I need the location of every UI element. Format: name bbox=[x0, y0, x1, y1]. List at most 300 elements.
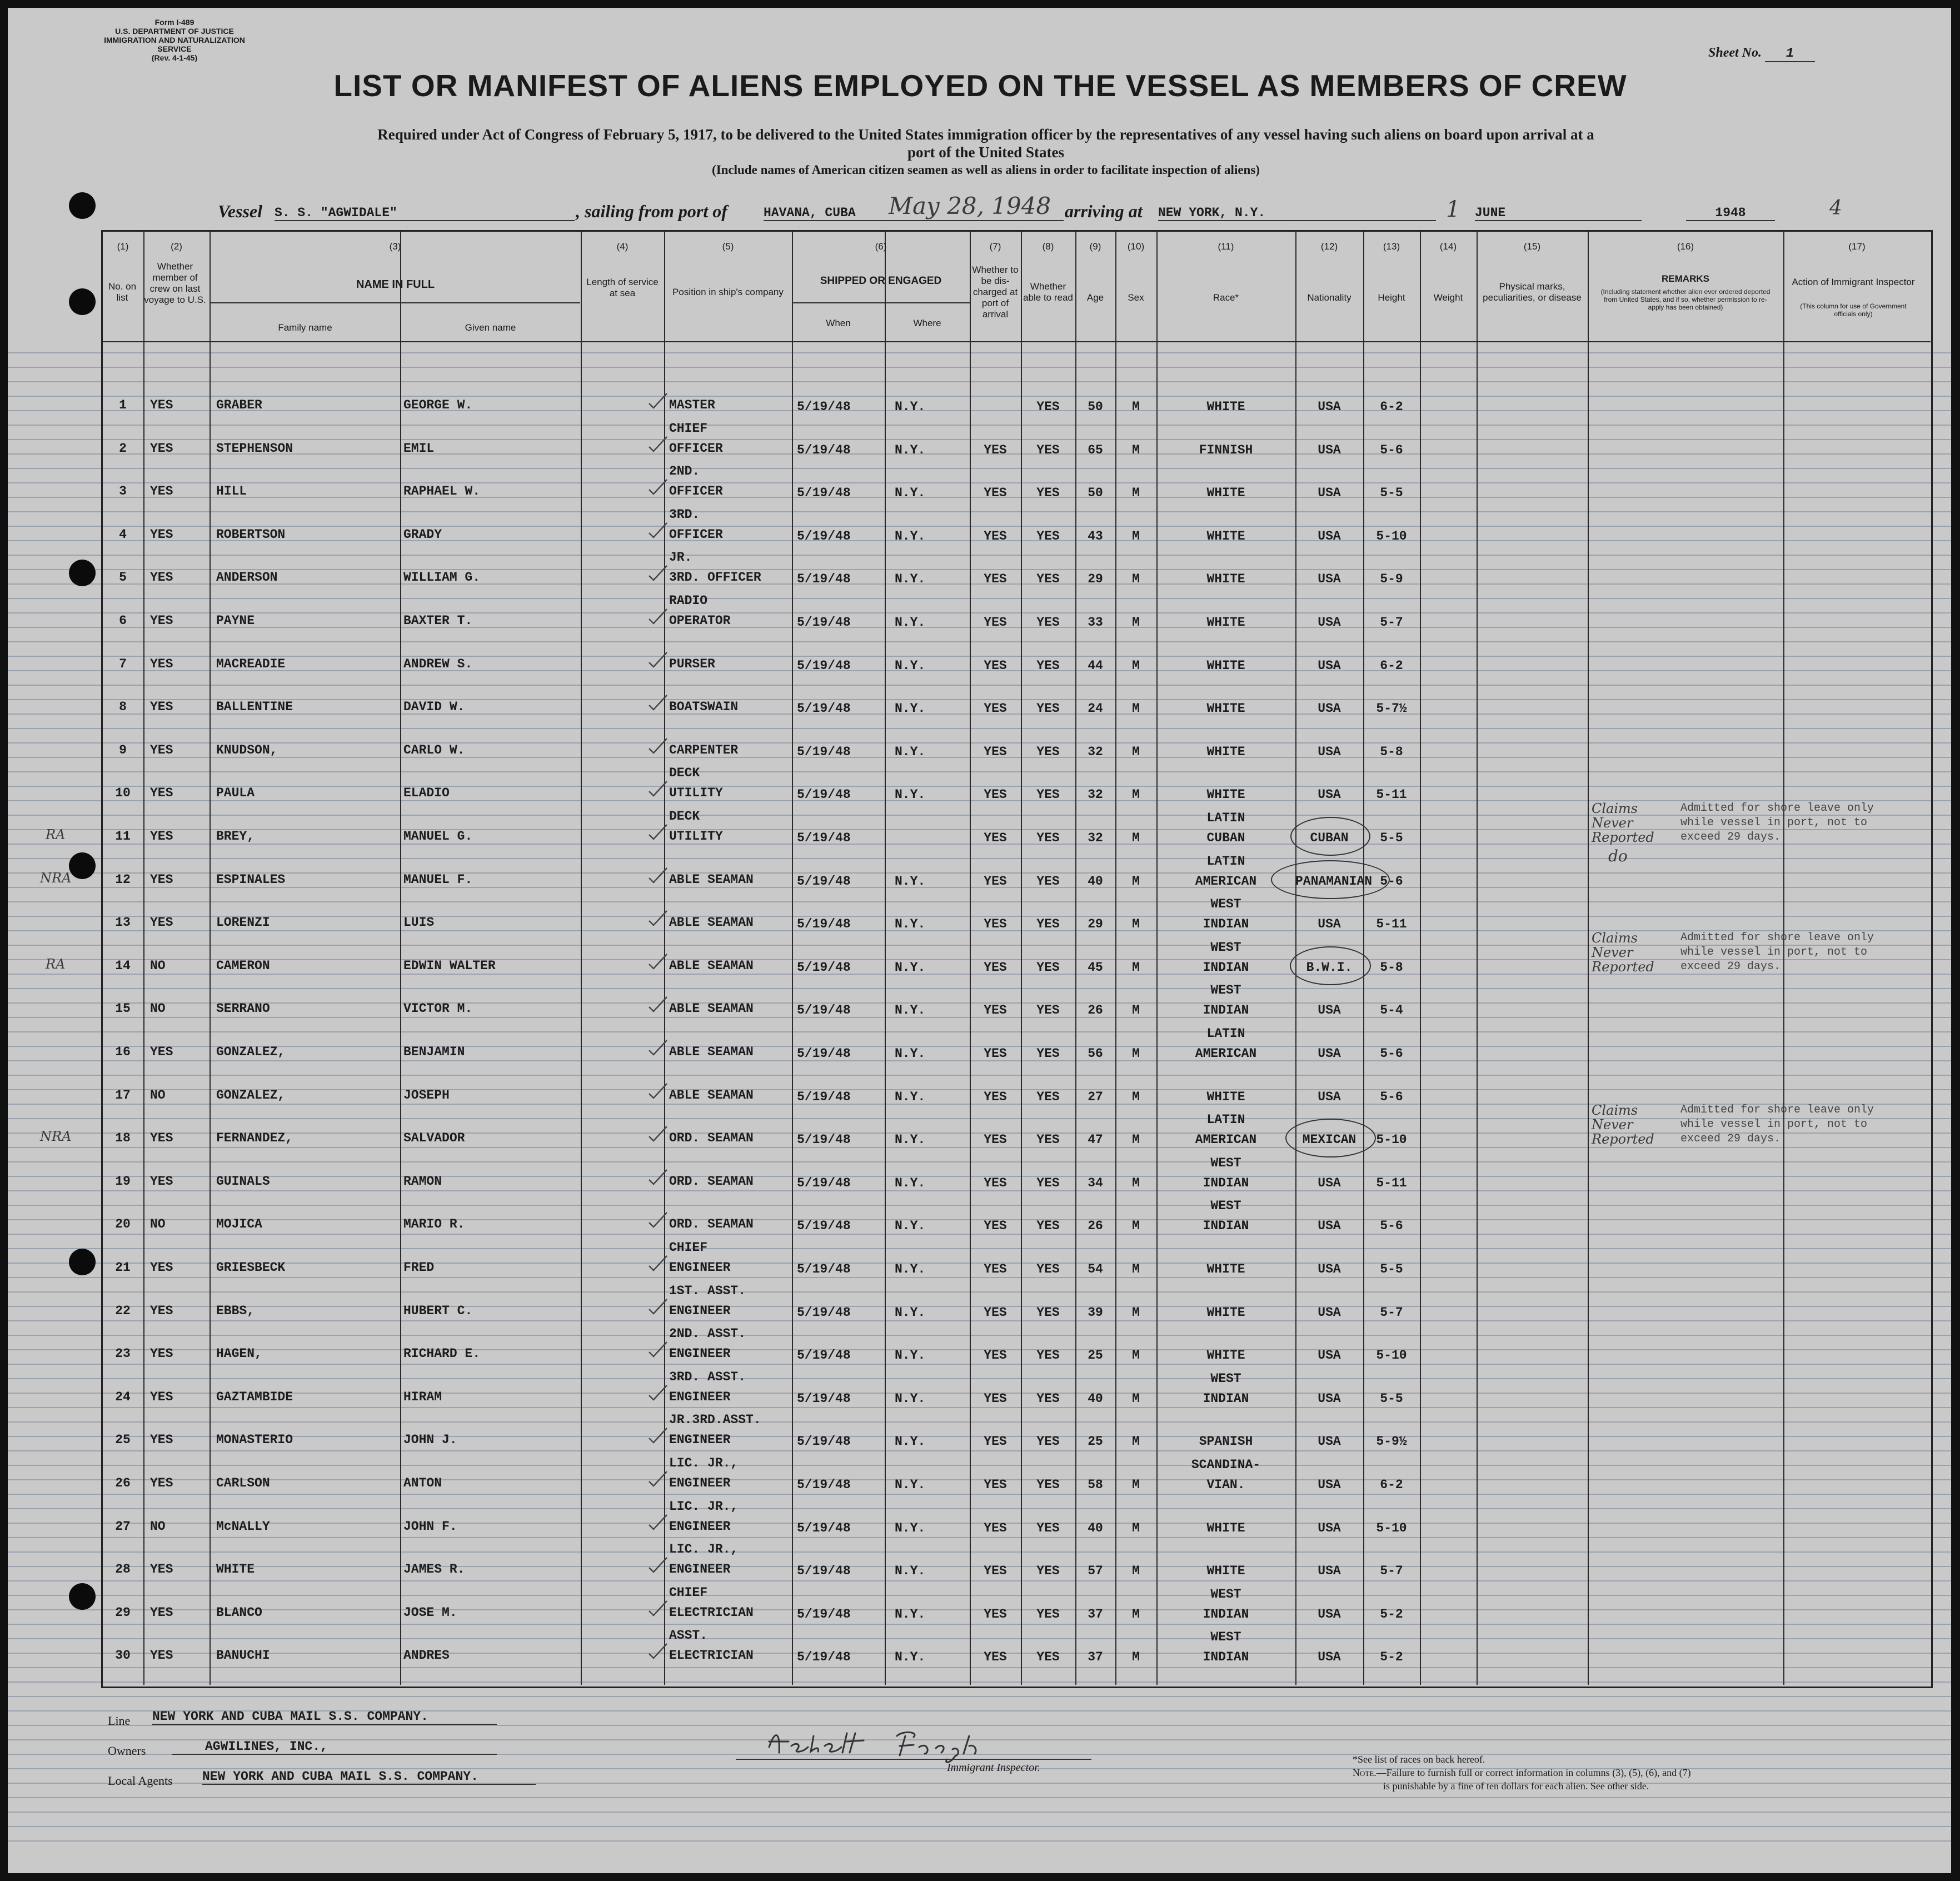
age: 32 bbox=[1088, 831, 1103, 845]
height: 5-7 bbox=[1380, 615, 1403, 630]
nationality: USA bbox=[1318, 442, 1341, 457]
last-voyage: NO bbox=[150, 958, 166, 973]
to-be-discharged: YES bbox=[984, 1478, 1007, 1492]
page-subtitle bbox=[136, 126, 1836, 179]
last-voyage: YES bbox=[150, 527, 173, 542]
shipped-where: N.Y. bbox=[895, 1219, 926, 1234]
position: ENGINEER bbox=[669, 1389, 731, 1404]
to-be-discharged: YES bbox=[984, 1606, 1007, 1621]
able-to-read: YES bbox=[1036, 744, 1060, 759]
arrival-year: 1948 bbox=[1686, 206, 1775, 221]
shipped-when: 5/19/48 bbox=[797, 787, 851, 802]
given-name: EDWIN WALTER bbox=[403, 958, 496, 973]
ruled-line bbox=[8, 1696, 1951, 1697]
age: 40 bbox=[1088, 874, 1103, 889]
race: WHITE bbox=[1206, 1305, 1245, 1320]
sex: M bbox=[1132, 1391, 1140, 1406]
sailing-label: , sailing from port of bbox=[576, 201, 727, 221]
to-be-discharged: YES bbox=[984, 1089, 1007, 1104]
column-rule bbox=[143, 232, 144, 1685]
check-mark-icon bbox=[647, 478, 669, 495]
margin-mark: NRA bbox=[40, 1129, 72, 1145]
races-note: *See list of races on back hereof. bbox=[1353, 1754, 1485, 1765]
shipped-where: N.Y. bbox=[895, 1478, 926, 1492]
given-name: LUIS bbox=[403, 915, 435, 930]
check-mark-icon bbox=[647, 1211, 669, 1228]
row-rule bbox=[210, 302, 580, 303]
inspector-signature-block bbox=[736, 1725, 1097, 1786]
shipped-when: 5/19/48 bbox=[797, 874, 851, 889]
shipped-when: 5/19/48 bbox=[797, 1089, 851, 1104]
family-name: LORENZI bbox=[216, 915, 270, 930]
race: WHITE bbox=[1206, 572, 1245, 587]
able-to-read: YES bbox=[1036, 528, 1060, 543]
able-to-read: YES bbox=[1036, 1219, 1060, 1234]
row-number: 5 bbox=[119, 570, 127, 585]
nationality: USA bbox=[1318, 572, 1341, 587]
age: 47 bbox=[1088, 1132, 1103, 1147]
given-name: MANUEL G. bbox=[403, 829, 473, 844]
shipped-where: N.Y. bbox=[895, 1606, 926, 1621]
shipped-when: 5/19/48 bbox=[797, 442, 851, 457]
sex: M bbox=[1132, 1262, 1140, 1276]
check-mark-icon bbox=[647, 1384, 669, 1401]
able-to-read: YES bbox=[1036, 658, 1060, 673]
family-name: MOJICA bbox=[216, 1217, 262, 1232]
shipped-where: N.Y. bbox=[895, 1391, 926, 1406]
able-to-read: YES bbox=[1036, 917, 1060, 932]
row-number: 18 bbox=[115, 1131, 131, 1146]
remark-handwritten: Claims Never Reported bbox=[1592, 1102, 1654, 1147]
able-to-read: YES bbox=[1036, 1046, 1060, 1061]
position: ABLE SEAMAN bbox=[669, 1045, 754, 1059]
race: FINNISH bbox=[1199, 442, 1253, 457]
nationality: USA bbox=[1318, 1650, 1341, 1665]
nationality: USA bbox=[1318, 1520, 1341, 1535]
position: ORD. SEAMAN bbox=[669, 1217, 754, 1232]
row-number: 9 bbox=[119, 742, 127, 757]
shipped-where: N.Y. bbox=[895, 1564, 926, 1579]
header-family-name: Family name bbox=[278, 322, 332, 333]
row-number: 22 bbox=[115, 1303, 131, 1318]
to-be-discharged: YES bbox=[984, 1003, 1007, 1018]
page-mark-handwritten: 4 bbox=[1829, 197, 1842, 219]
remark-typed-line: exceed 29 days. bbox=[1680, 1132, 1781, 1146]
row-number: 7 bbox=[119, 656, 127, 671]
shipped-where: N.Y. bbox=[895, 1305, 926, 1320]
last-voyage: YES bbox=[150, 1562, 173, 1577]
column-number: (15) bbox=[1523, 241, 1541, 252]
race-line-1: WEST bbox=[1210, 983, 1241, 998]
last-voyage: YES bbox=[150, 915, 173, 930]
header-discharged: Whether to be dis-charged at port of arrival bbox=[972, 265, 1019, 320]
position: ORD. SEAMAN bbox=[669, 1131, 754, 1146]
position: ABLE SEAMAN bbox=[669, 915, 754, 930]
column-rule bbox=[210, 232, 211, 1685]
circled-nationality bbox=[1285, 1119, 1376, 1157]
position-line-1: 3RD. bbox=[669, 507, 700, 522]
sex: M bbox=[1132, 1478, 1140, 1492]
column-number: (5) bbox=[722, 241, 734, 252]
header-remarks-note: (Including statement whether alien ever ordered deported from United States, and if so, whether permission to re-apply has been obtained) bbox=[1600, 288, 1771, 311]
given-name: JOSE M. bbox=[403, 1605, 457, 1620]
remark-typed-line: while vessel in port, not to bbox=[1680, 1118, 1868, 1131]
race: AMERICAN bbox=[1195, 1132, 1257, 1147]
sex: M bbox=[1132, 572, 1140, 587]
height: 5-6 bbox=[1380, 442, 1403, 457]
sex: M bbox=[1132, 787, 1140, 802]
sex: M bbox=[1132, 917, 1140, 932]
race: WHITE bbox=[1206, 744, 1245, 759]
shipped-when: 5/19/48 bbox=[797, 1219, 851, 1234]
check-mark-icon bbox=[647, 1600, 669, 1616]
able-to-read: YES bbox=[1036, 701, 1060, 716]
last-voyage: YES bbox=[150, 484, 173, 499]
race: WHITE bbox=[1206, 787, 1245, 802]
age: 43 bbox=[1088, 528, 1103, 543]
last-voyage: YES bbox=[150, 742, 173, 757]
family-name: GONZALEZ, bbox=[216, 1087, 286, 1102]
age: 32 bbox=[1088, 787, 1103, 802]
given-name: MARIO R. bbox=[403, 1217, 465, 1232]
last-voyage: NO bbox=[150, 1519, 166, 1534]
sex: M bbox=[1132, 831, 1140, 845]
margin-mark: RA bbox=[46, 956, 66, 972]
race-line-1: WEST bbox=[1210, 940, 1241, 955]
height: 5-5 bbox=[1380, 1391, 1403, 1406]
position: OPERATOR bbox=[669, 613, 731, 628]
header-inspector-action: Action of Immigrant Inspector bbox=[1792, 277, 1915, 287]
position-line-1: LIC. JR., bbox=[669, 1499, 739, 1514]
to-be-discharged: YES bbox=[984, 1305, 1007, 1320]
race-line-1: WEST bbox=[1210, 1155, 1241, 1170]
sex: M bbox=[1132, 442, 1140, 457]
shipped-when: 5/19/48 bbox=[797, 1175, 851, 1190]
able-to-read: YES bbox=[1036, 572, 1060, 587]
column-rule bbox=[400, 232, 401, 1685]
check-mark-icon bbox=[647, 1470, 669, 1487]
given-name: VICTOR M. bbox=[403, 1001, 473, 1016]
row-number: 26 bbox=[115, 1476, 131, 1490]
position-line-1: CHIEF bbox=[669, 1240, 708, 1255]
nationality: USA bbox=[1318, 1391, 1341, 1406]
family-name: ANDERSON bbox=[216, 570, 278, 585]
nationality: USA bbox=[1318, 400, 1341, 414]
age: 50 bbox=[1088, 486, 1103, 501]
penalty-note bbox=[1353, 1766, 1908, 1779]
to-be-discharged: YES bbox=[984, 1434, 1007, 1449]
sex: M bbox=[1132, 1564, 1140, 1579]
family-name: GAZTAMBIDE bbox=[216, 1389, 293, 1404]
check-mark-icon bbox=[647, 694, 669, 711]
nationality: CUBAN bbox=[1310, 831, 1349, 845]
header-length-of-service: Length of service at sea bbox=[586, 277, 659, 298]
race-line-1: WEST bbox=[1210, 1630, 1241, 1645]
race: INDIAN bbox=[1203, 1606, 1249, 1621]
check-mark-icon bbox=[647, 1125, 669, 1142]
to-be-discharged: YES bbox=[984, 486, 1007, 501]
row-rule bbox=[102, 341, 1931, 342]
race: INDIAN bbox=[1203, 1003, 1249, 1018]
column-number: (17) bbox=[1848, 241, 1866, 252]
given-name: ANTON bbox=[403, 1476, 442, 1490]
sex: M bbox=[1132, 1003, 1140, 1018]
footer-owners-block bbox=[108, 1708, 608, 1790]
nationality: USA bbox=[1318, 1606, 1341, 1621]
nationality: USA bbox=[1318, 486, 1341, 501]
given-name: DAVID W. bbox=[403, 700, 465, 715]
shipped-when: 5/19/48 bbox=[797, 1348, 851, 1363]
position-line-1: DECK bbox=[669, 766, 700, 781]
sex: M bbox=[1132, 1650, 1140, 1665]
position: OFFICER bbox=[669, 441, 723, 456]
to-be-discharged: YES bbox=[984, 1262, 1007, 1276]
remark-handwritten: Claims Never Reported bbox=[1592, 930, 1654, 975]
race-line-1: WEST bbox=[1210, 1371, 1241, 1386]
family-name: ROBERTSON bbox=[216, 527, 286, 542]
row-number: 21 bbox=[115, 1260, 131, 1275]
family-name: ESPINALES bbox=[216, 872, 286, 887]
age: 34 bbox=[1088, 1175, 1103, 1190]
given-name: RAMON bbox=[403, 1174, 442, 1189]
family-name: MACREADIE bbox=[216, 656, 286, 671]
shipped-when: 5/19/48 bbox=[797, 1132, 851, 1147]
row-rule bbox=[792, 302, 970, 303]
sex: M bbox=[1132, 1132, 1140, 1147]
family-name: FERNANDEZ, bbox=[216, 1131, 293, 1146]
row-number: 24 bbox=[115, 1389, 131, 1404]
shipped-where: N.Y. bbox=[895, 874, 926, 889]
sex: M bbox=[1132, 1606, 1140, 1621]
check-mark-icon bbox=[647, 565, 669, 581]
check-mark-icon bbox=[647, 1255, 669, 1271]
check-mark-icon bbox=[647, 1039, 669, 1056]
nationality: USA bbox=[1318, 917, 1341, 932]
nationality: USA bbox=[1318, 1046, 1341, 1061]
form-identifier bbox=[91, 18, 258, 62]
position-line-1: 2ND. bbox=[669, 464, 700, 479]
race: CUBAN bbox=[1206, 831, 1245, 845]
vessel-name: S. S. "AGWIDALE" bbox=[275, 206, 575, 221]
age: 37 bbox=[1088, 1606, 1103, 1621]
subtitle-line-1: Required under Act of Congress of February 5, 1917, to be delivered to the United States immigration officer by the representatives of any vessel having such aliens on board upon arrival at a bbox=[377, 126, 1594, 143]
punch-hole bbox=[69, 852, 96, 879]
last-voyage: YES bbox=[150, 1648, 173, 1663]
given-name: RICHARD E. bbox=[403, 1346, 481, 1361]
last-voyage: YES bbox=[150, 872, 173, 887]
position-line-1: DECK bbox=[669, 809, 700, 824]
shipped-where: N.Y. bbox=[895, 442, 926, 457]
row-number: 29 bbox=[115, 1605, 131, 1620]
position-line-1: JR.3RD.ASST. bbox=[669, 1413, 761, 1428]
shipped-when: 5/19/48 bbox=[797, 1305, 851, 1320]
to-be-discharged: YES bbox=[984, 960, 1007, 975]
punch-hole bbox=[69, 288, 96, 315]
sex: M bbox=[1132, 1089, 1140, 1104]
column-number: (11) bbox=[1218, 241, 1234, 252]
race: WHITE bbox=[1206, 658, 1245, 673]
age: 40 bbox=[1088, 1520, 1103, 1535]
last-voyage: NO bbox=[150, 1087, 166, 1102]
column-rule bbox=[1420, 232, 1421, 1685]
race: INDIAN bbox=[1203, 1650, 1249, 1665]
header-name-in-full: NAME IN FULL bbox=[356, 278, 435, 291]
position: ORD. SEAMAN bbox=[669, 1174, 754, 1189]
check-mark-icon bbox=[647, 1169, 669, 1185]
header-shipped-or-engaged: SHIPPED OR ENGAGED bbox=[820, 275, 942, 287]
row-number: 10 bbox=[115, 786, 131, 801]
last-voyage: YES bbox=[150, 786, 173, 801]
remark-typed-line: Admitted for shore leave only bbox=[1680, 1104, 1874, 1117]
agency-service: IMMIGRATION AND NATURALIZATION SERVICE bbox=[104, 36, 245, 53]
form-revision: (Rev. 4-1-45) bbox=[151, 53, 198, 62]
age: 29 bbox=[1088, 572, 1103, 587]
check-mark-icon bbox=[647, 996, 669, 1012]
nationality: MEXICAN bbox=[1302, 1132, 1356, 1147]
last-voyage: YES bbox=[150, 1605, 173, 1620]
last-voyage: YES bbox=[150, 570, 173, 585]
family-name: BREY, bbox=[216, 829, 255, 844]
age: 37 bbox=[1088, 1650, 1103, 1665]
height: 5-5 bbox=[1380, 831, 1403, 845]
position: MASTER bbox=[669, 398, 715, 412]
row-number: 6 bbox=[119, 613, 127, 628]
given-name: GRADY bbox=[403, 527, 442, 542]
to-be-discharged: YES bbox=[984, 572, 1007, 587]
to-be-discharged: YES bbox=[984, 1046, 1007, 1061]
shipped-when: 5/19/48 bbox=[797, 400, 851, 414]
family-name: MONASTERIO bbox=[216, 1433, 293, 1448]
to-be-discharged: YES bbox=[984, 615, 1007, 630]
shipped-where: N.Y. bbox=[895, 701, 926, 716]
sheet-label: Sheet No. bbox=[1708, 46, 1762, 60]
sex: M bbox=[1132, 1219, 1140, 1234]
to-be-discharged: YES bbox=[984, 831, 1007, 845]
shipped-when: 5/19/48 bbox=[797, 1262, 851, 1276]
column-number: (1) bbox=[117, 241, 129, 252]
given-name: JOHN J. bbox=[403, 1433, 457, 1448]
able-to-read: YES bbox=[1036, 1003, 1060, 1018]
row-number: 25 bbox=[115, 1433, 131, 1448]
shipped-when: 5/19/48 bbox=[797, 486, 851, 501]
position-line-1: 1ST. ASST. bbox=[669, 1283, 746, 1298]
header-age: Age bbox=[1086, 292, 1104, 303]
last-voyage: YES bbox=[150, 1433, 173, 1448]
shipped-when: 5/19/48 bbox=[797, 1650, 851, 1665]
position: ENGINEER bbox=[669, 1476, 731, 1490]
family-name: STEPHENSON bbox=[216, 441, 293, 456]
row-number: 20 bbox=[115, 1217, 131, 1232]
row-number: 14 bbox=[115, 958, 131, 973]
column-number: (16) bbox=[1677, 241, 1694, 252]
agency-department: U.S. DEPARTMENT OF JUSTICE bbox=[115, 27, 234, 36]
shipped-where: N.Y. bbox=[895, 1650, 926, 1665]
age: 26 bbox=[1088, 1003, 1103, 1018]
able-to-read: YES bbox=[1036, 442, 1060, 457]
last-voyage: YES bbox=[150, 829, 173, 844]
race: WHITE bbox=[1206, 528, 1245, 543]
nationality: USA bbox=[1318, 1175, 1341, 1190]
able-to-read: YES bbox=[1036, 1132, 1060, 1147]
age: 44 bbox=[1088, 658, 1103, 673]
family-name: HILL bbox=[216, 484, 247, 499]
given-name: GEORGE W. bbox=[403, 398, 473, 412]
owners-label: Owners bbox=[108, 1744, 146, 1758]
height: 5-6 bbox=[1380, 1089, 1403, 1104]
height: 5-5 bbox=[1380, 1262, 1403, 1276]
row-number: 1 bbox=[119, 398, 127, 412]
height: 5-6 bbox=[1380, 874, 1403, 889]
height: 5-7 bbox=[1380, 1305, 1403, 1320]
penalty-note-text: —Failure to furnish full or correct information in columns (3), (5), (6), and (7) bbox=[1376, 1767, 1691, 1778]
family-name: GONZALEZ, bbox=[216, 1045, 286, 1059]
position-line-1: RADIO bbox=[669, 593, 708, 608]
position: BOATSWAIN bbox=[669, 700, 739, 715]
last-voyage: YES bbox=[150, 1389, 173, 1404]
column-number: (2) bbox=[171, 241, 182, 252]
shipped-when: 5/19/48 bbox=[797, 744, 851, 759]
shipped-when: 5/19/48 bbox=[797, 1391, 851, 1406]
age: 32 bbox=[1088, 744, 1103, 759]
family-name: PAYNE bbox=[216, 613, 255, 628]
race: VIAN. bbox=[1206, 1478, 1245, 1492]
race: INDIAN bbox=[1203, 917, 1249, 932]
nationality: USA bbox=[1318, 787, 1341, 802]
remark-typed-line: exceed 29 days. bbox=[1680, 960, 1781, 973]
header-number: No. on list bbox=[108, 281, 137, 303]
to-be-discharged: YES bbox=[984, 744, 1007, 759]
last-voyage: YES bbox=[150, 1346, 173, 1361]
family-name: WHITE bbox=[216, 1562, 255, 1577]
to-be-discharged: YES bbox=[984, 1564, 1007, 1579]
header-inspector-note: (This column for use of Government officials only) bbox=[1800, 302, 1907, 318]
sheet-number: 1 bbox=[1765, 46, 1815, 62]
height: 5-10 bbox=[1376, 1520, 1407, 1535]
shipped-where: N.Y. bbox=[895, 615, 926, 630]
column-rule bbox=[1588, 232, 1589, 1685]
row-number: 8 bbox=[119, 700, 127, 715]
departure-date-handwritten: May 28, 1948 bbox=[889, 192, 1051, 219]
height: 5-10 bbox=[1376, 528, 1407, 543]
column-number: (3) bbox=[389, 241, 401, 252]
arriving-label: arriving at bbox=[1065, 201, 1143, 221]
race: SPANISH bbox=[1199, 1434, 1253, 1449]
row-number: 16 bbox=[115, 1045, 131, 1059]
nationality: USA bbox=[1318, 1564, 1341, 1579]
nationality: USA bbox=[1318, 701, 1341, 716]
given-name: JOSEPH bbox=[403, 1087, 450, 1102]
to-be-discharged: YES bbox=[984, 787, 1007, 802]
last-voyage: YES bbox=[150, 1045, 173, 1059]
check-mark-icon bbox=[647, 1556, 669, 1573]
check-mark-icon bbox=[647, 436, 669, 452]
shipped-where: N.Y. bbox=[895, 1348, 926, 1363]
age: 33 bbox=[1088, 615, 1103, 630]
shipped-when: 5/19/48 bbox=[797, 1564, 851, 1579]
check-mark-icon bbox=[647, 910, 669, 926]
line-label: Line bbox=[108, 1714, 131, 1728]
position-line-1: ASST. bbox=[669, 1628, 708, 1643]
check-mark-icon bbox=[647, 608, 669, 625]
sex: M bbox=[1132, 1520, 1140, 1535]
race: WHITE bbox=[1206, 1089, 1245, 1104]
height: 5-9 bbox=[1380, 572, 1403, 587]
height: 6-2 bbox=[1380, 658, 1403, 673]
race-line-1: WEST bbox=[1210, 1586, 1241, 1601]
position: ELECTRICIAN bbox=[669, 1605, 754, 1620]
vessel-label: Vessel bbox=[218, 201, 262, 221]
nationality: USA bbox=[1318, 1305, 1341, 1320]
